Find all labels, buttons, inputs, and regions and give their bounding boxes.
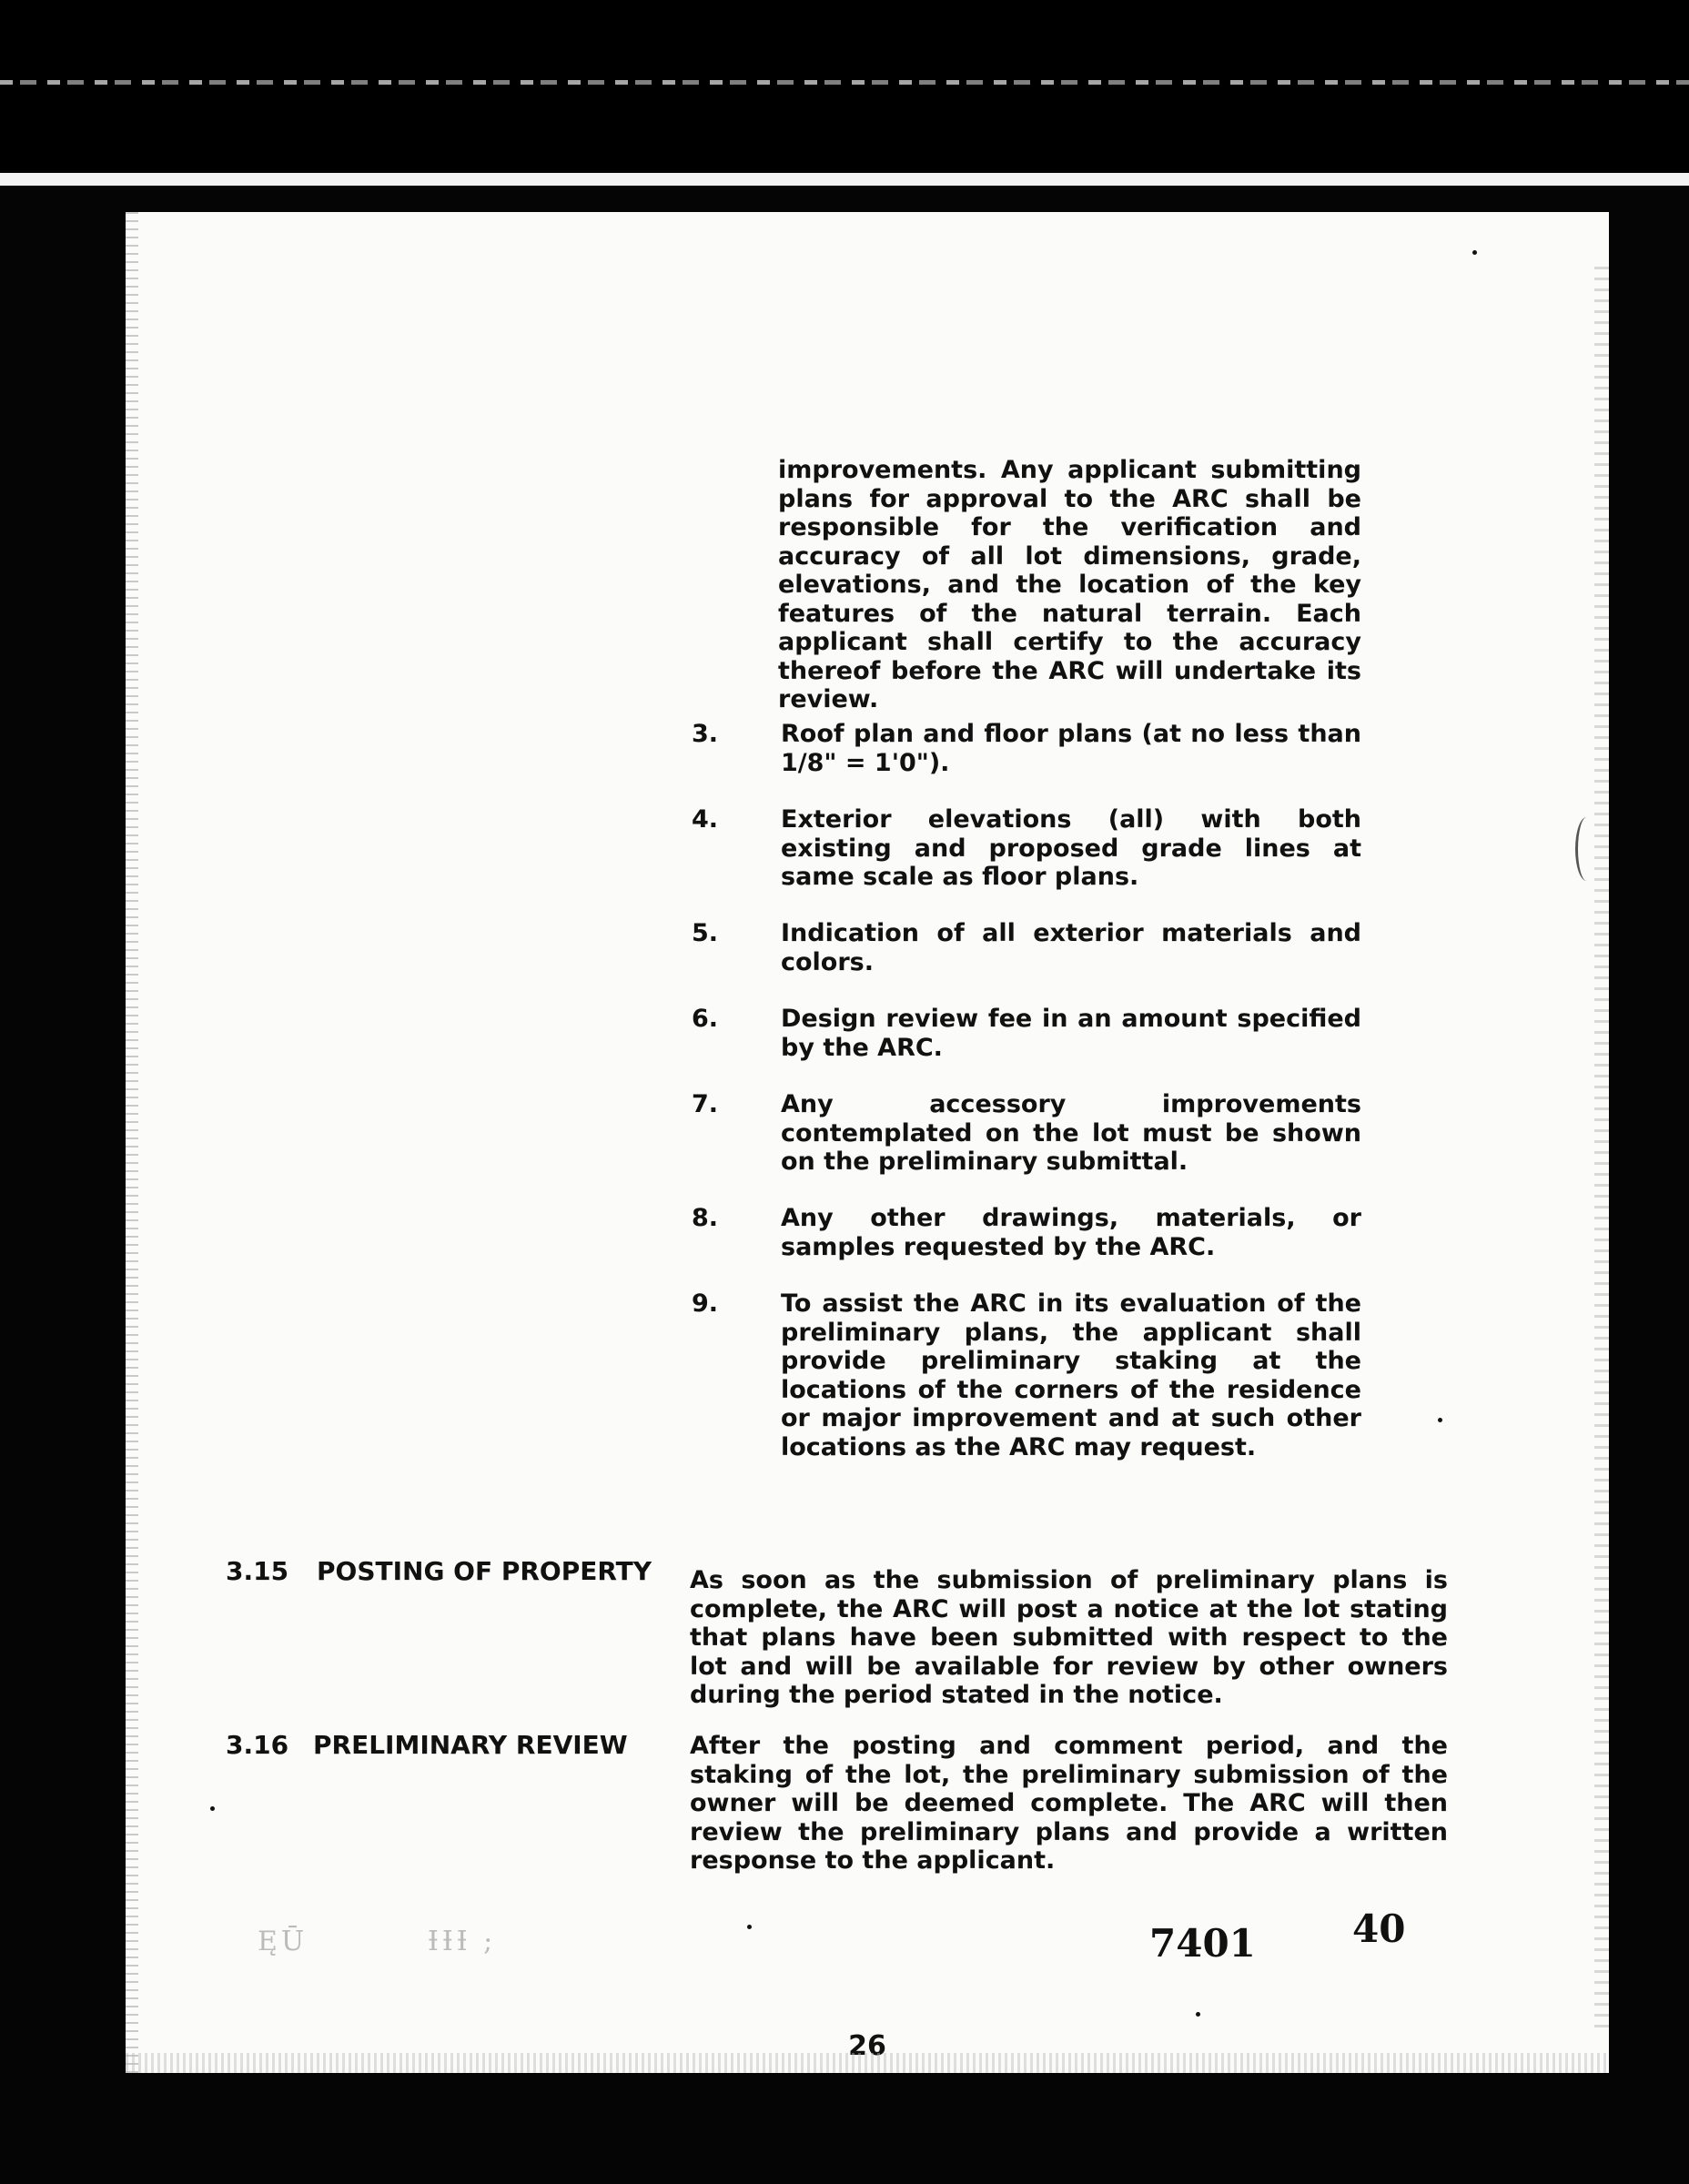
item-text: Roof plan and floor plans (at no less than 1/8" = 1'0"). bbox=[781, 720, 1361, 777]
item-number: 9. bbox=[692, 1289, 719, 1318]
item-number: 7. bbox=[692, 1090, 719, 1118]
stamp-page-number: 40 bbox=[1352, 1906, 1406, 1951]
item-text: Any accessory improvements contemplated on the lot must be shown on the preliminary submittal. bbox=[781, 1090, 1361, 1176]
item-number: 3. bbox=[692, 720, 719, 748]
item-text: To assist the ARC in its evaluation of the preliminary plans, the applicant shall provide preliminary staking at the locations of the corners of the residence or major improvement and at such other locations as the ARC may request. bbox=[781, 1289, 1361, 1461]
section-number: 3.15 bbox=[226, 1556, 289, 1586]
item-number: 6. bbox=[692, 1005, 719, 1033]
item-number: 5. bbox=[692, 919, 719, 947]
scan-speck bbox=[1472, 250, 1477, 255]
item-number: 4. bbox=[692, 805, 719, 834]
scan-speck bbox=[747, 1925, 752, 1929]
item-text: Exterior elevations (all) with both existing and proposed grade lines at same scale as floor plans. bbox=[781, 805, 1361, 891]
scan-top-border bbox=[0, 0, 1689, 173]
stamp-number: 7401 bbox=[1149, 1921, 1256, 1966]
intro-paragraph: improvements. Any applicant submitting plans for approval to the ARC shall be responsible for the verification and accuracy of all lot dimensions, grade, elevations, and the location of the key features of the natural terrain. Each applicant shall certify to the accuracy thereof before the ARC will undertake its review. bbox=[778, 456, 1361, 713]
scan-speck bbox=[210, 1806, 215, 1811]
item-text: Any other drawings, materials, or samples requested by the ARC. bbox=[781, 1204, 1361, 1261]
page-number: 26 bbox=[848, 2030, 886, 2062]
faded-mark-left: ĘŪ bbox=[258, 1926, 308, 1957]
document-page bbox=[126, 212, 1609, 2073]
scan-speck bbox=[1196, 2012, 1200, 2017]
section-title: POSTING OF PROPERTY bbox=[317, 1556, 652, 1586]
faded-mark-mid: ƗƗƗ ; bbox=[428, 1926, 497, 1957]
scan-edge-mark bbox=[1575, 817, 1598, 881]
section-number: 3.16 bbox=[226, 1730, 289, 1760]
item-number: 8. bbox=[692, 1204, 719, 1232]
section-body: After the posting and comment period, and the staking of the lot, the preliminary submission of the owner will be deemed complete. The ARC will then review the preliminary plans and provide a written response to the applicant. bbox=[690, 1732, 1448, 1875]
scan-white-rule bbox=[0, 173, 1689, 186]
item-text: Indication of all exterior materials and colors. bbox=[781, 919, 1361, 976]
scan-left-edge bbox=[126, 212, 138, 2073]
section-body: As soon as the submission of preliminary plans is complete, the ARC will post a notice at the lot stating that plans have been submitted with respect to the lot and will be available for review by other owners during the period stated in the notice. bbox=[690, 1566, 1448, 1709]
scan-right-edge bbox=[1594, 267, 1609, 2035]
scan-speck bbox=[1438, 1418, 1442, 1422]
section-title: PRELIMINARY REVIEW bbox=[313, 1730, 628, 1760]
scan-streak bbox=[0, 80, 1689, 85]
item-text: Design review fee in an amount specified by the ARC. bbox=[781, 1005, 1361, 1062]
